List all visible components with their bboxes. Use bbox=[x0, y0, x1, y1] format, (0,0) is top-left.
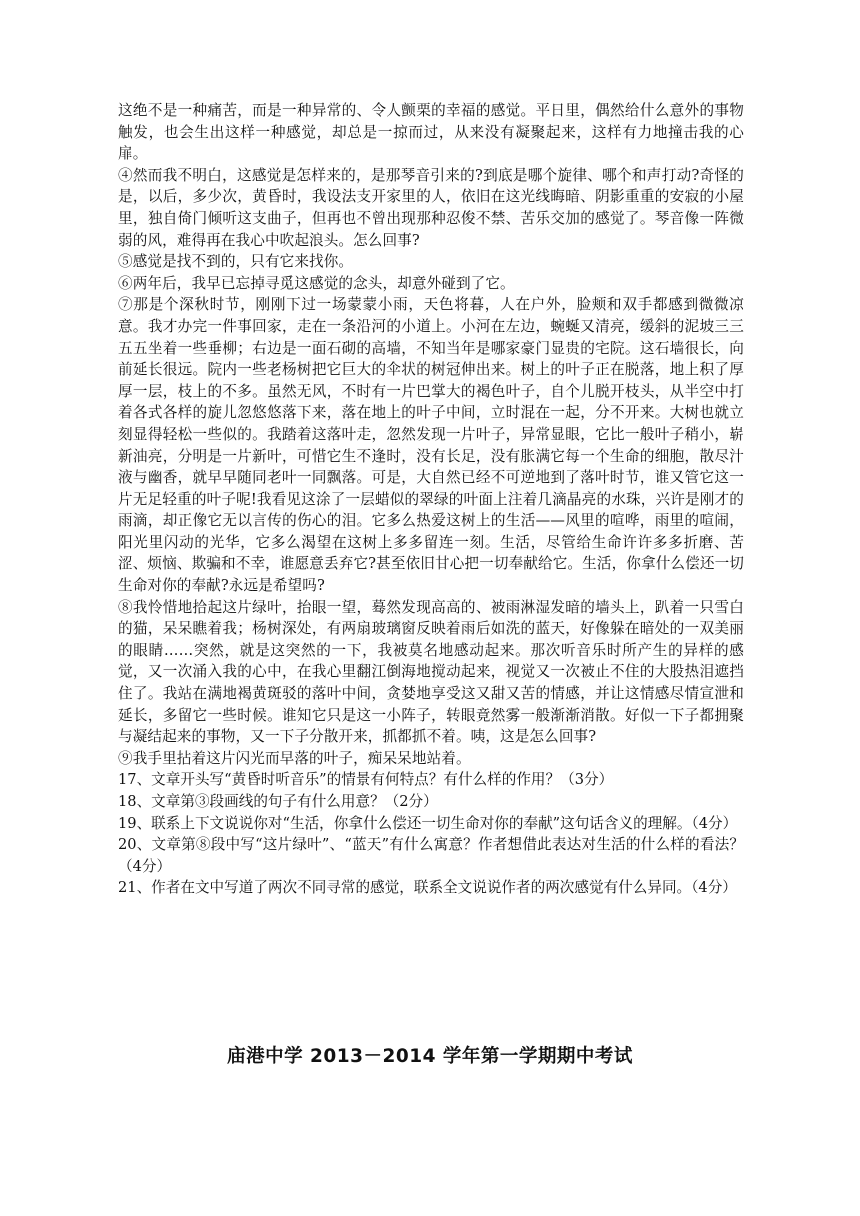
passage-paragraph-4: ④然而我不明白，这感觉是怎样来的，是那琴音引来的?到底是哪个旋律、哪个和声打动?奇怪的是，以后，多少次，黄昏时，我设法支开家里的人，依旧在这光线晦暗、阴影重重的安寂的小屋里，独自倚门倾听这支曲子，但再也不曾出现那种忍俊不禁、苦乐交加的感觉了。琴音像一阵微弱的风，难得再在我心中吹起浪头。怎么回事? bbox=[118, 166, 744, 249]
question-18: 18、文章第③段画线的句子有什么用意？（2分） bbox=[118, 793, 438, 810]
document-body bbox=[118, 100, 744, 899]
passage-paragraph-6: ⑥两年后，我早已忘掉寻觅这感觉的念头，却意外碰到了它。 bbox=[118, 274, 515, 292]
question-20: 20、文章第⑧段中写“这片绿叶”、“蓝天”有什么寓意？作者想借此表达对生活的什么样的看法？（4分） bbox=[118, 836, 744, 875]
passage-paragraph-8: ⑧我怜惜地拾起这片绿叶，抬眼一望，蓦然发现高高的、被雨淋湿发暗的墙头上，趴着一只雪白的猫，呆呆瞧着我；杨树深处，有两扇玻璃窗反映着雨后如洗的蓝天，好像躲在暗处的一双美丽的眼睛……突然，就是这突然的一下，我被莫名地感动起来。那次听音乐时所产生的异样的感觉，又一次涌入我的心中，在我心里翻江倒海地搅动起来，视觉又一次被止不住的大股热泪遮挡住了。我站在满地褐黄斑驳的落叶中间，贪婪地享受这又甜又苦的情感，并让这情感尽情宣泄和延长，多留它一些时候。谁知它只是这一小阵子，转眼竟然雾一般渐渐消散。好似一下子都拥聚与凝结起来的事物，又一下子分散开来，抓都抓不着。咦，这是怎么回事? bbox=[118, 598, 744, 746]
passage-paragraph-5: ⑤感觉是找不到的，只有它来找你。 bbox=[118, 253, 354, 271]
passage-paragraph-9: ⑨我手里拈着这片闪光而早落的叶子，痴呆呆地站着。 bbox=[118, 749, 471, 767]
question-17: 17、文章开头写“黄昏时听音乐”的情景有何特点？有什么样的作用？（3分） bbox=[118, 771, 614, 789]
passage-paragraph-continued: 这绝不是一种痛苦，而是一种异常的、令人颤栗的幸福的感觉。平日里，偶然给什么意外的事物触发，也会生出这样一种感觉，却总是一掠而过，从来没有凝聚起来，这样有力地撞击我的心扉。 bbox=[118, 102, 744, 163]
passage-paragraph-7: ⑦那是个深秋时节，刚刚下过一场蒙蒙小雨，天色将暮，人在户外，脸颊和双手都感到微微凉意。我才办完一件事回家，走在一条沿河的小道上。小河在左边，蜿蜒又清亮，缓斜的泥坡三三五五坐着一些垂柳；右边是一面石砌的高墙，不知当年是哪家豪门显贵的宅院。这石墙很长，向前延长很远。院内一些老杨树把它巨大的伞状的树冠伸出来。树上的叶子正在脱落，地上积了厚厚一层，枝上的不多。虽然无风，不时有一片巴掌大的褐色叶子，自个儿脱开枝头，从半空中打着各式各样的旋儿忽悠悠落下来，落在地上的叶子中间，立时混在一起，分不开来。大树也就立刻显得轻松一些似的。我踏着这落叶走，忽然发现一片叶子，异常显眼，它比一般叶子稍小，崭新油亮，分明是一片新叶，可惜它生不逢时，没有长足，没有胀满它每一个生命的细胞，散尽汁液与幽香，就早早随同老叶一同飘落。可是，大自然已经不可逆地到了落叶时节，谁又管它这一片无足轻重的叶子呢!我看见这涂了一层蜡似的翠绿的叶面上注着几滴晶亮的水珠，兴许是刚才的雨滴，却正像它无以言传的伤心的泪。它多么热爱这树上的生活——风里的喧哗，雨里的喧闹，阳光里闪动的光华，它多么渴望在这树上多多留连一刻。生活，尽管给生命许许多多折磨、苦涩、烦恼、欺骗和不幸，谁愿意丢弃它?甚至依旧甘心把一切奉献给它。生活，你拿什么偿还一切生命对你的奉献?永远是希望吗? bbox=[118, 296, 744, 595]
question-19: 19、联系上下文说说你对“生活，你拿什么偿还一切生命对你的奉献”这句话含义的理解。（4分） bbox=[118, 814, 738, 832]
exam-title: 庙港中学 2013－2014 学年第一学期期中考试 bbox=[227, 1046, 633, 1067]
question-21: 21、作者在文中写道了两次不同寻常的感觉，联系全文说说作者的两次感觉有什么异同。（4分） bbox=[118, 879, 737, 897]
